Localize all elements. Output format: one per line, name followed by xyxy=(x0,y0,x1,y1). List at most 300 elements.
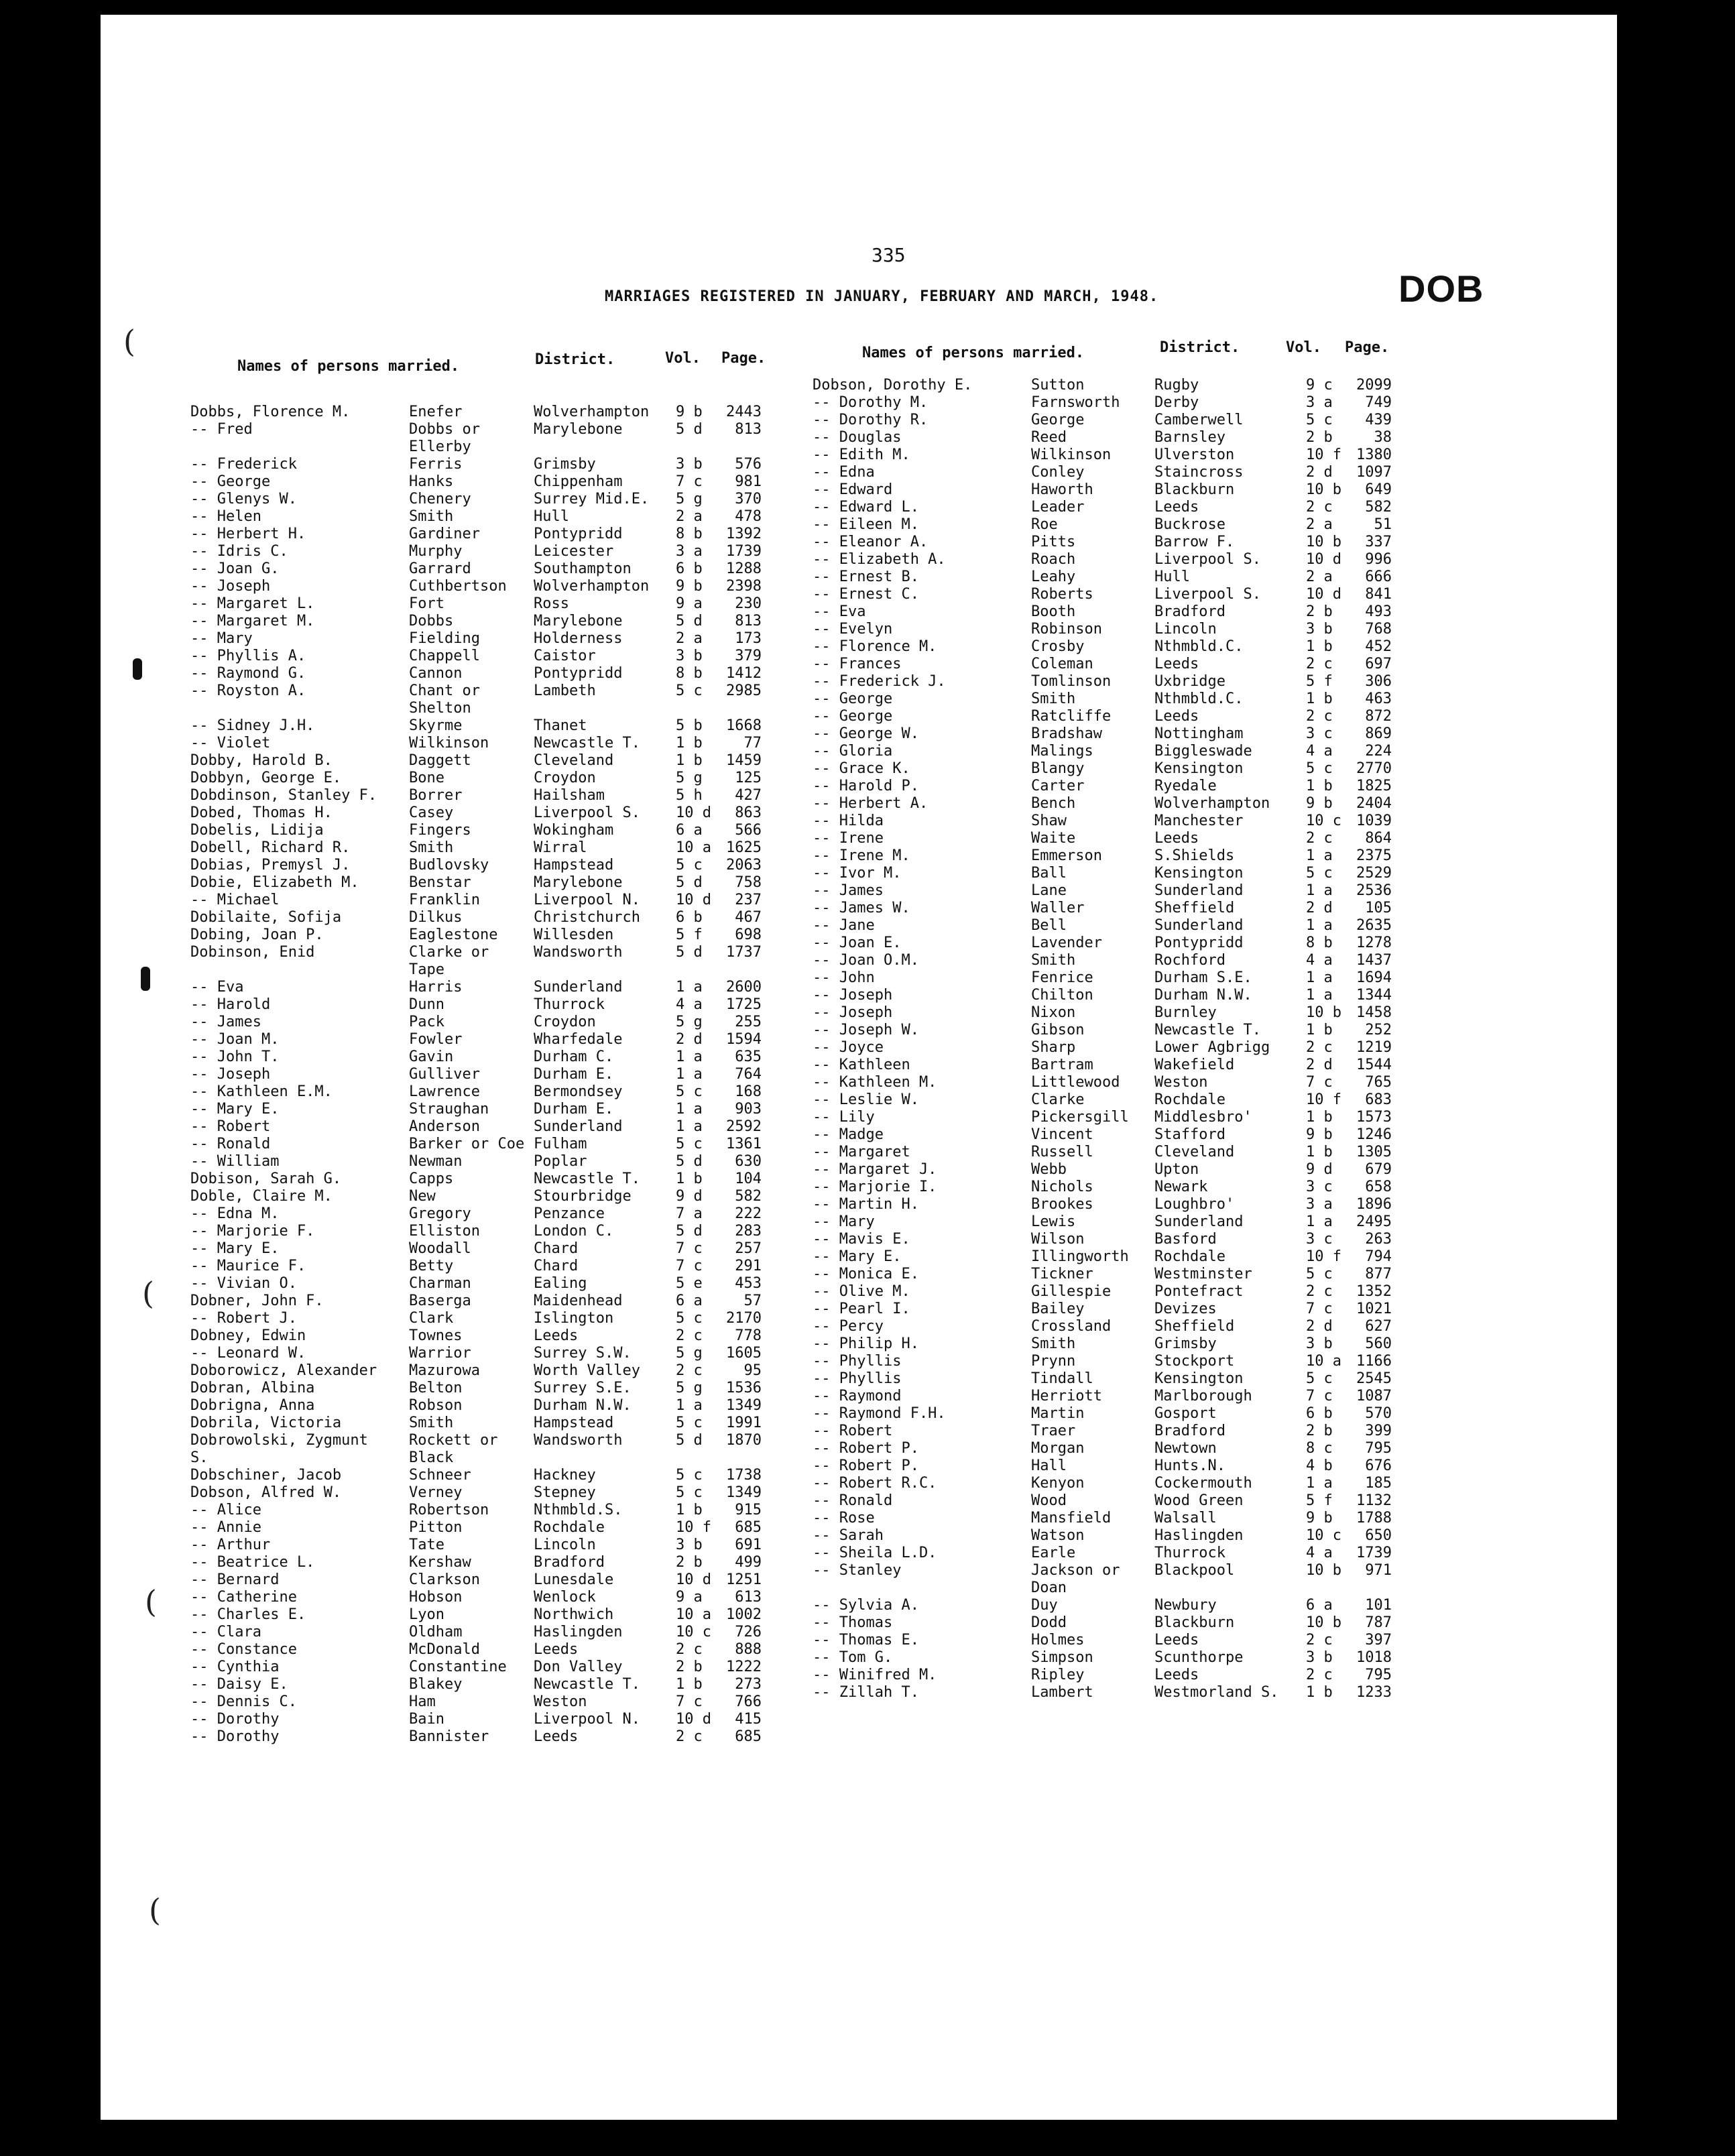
entry-district: Chard xyxy=(534,1258,579,1274)
entry-name: -- Margaret J. xyxy=(813,1161,937,1178)
entry-spouse-surname: Kershaw xyxy=(409,1554,471,1571)
entry-district: Weston xyxy=(1154,1074,1208,1091)
register-entry xyxy=(190,1571,767,1589)
entry-page: 749 xyxy=(1365,394,1392,411)
register-entry xyxy=(190,735,767,752)
entry-volume: 5 f xyxy=(676,926,703,943)
entry-page: 1825 xyxy=(1356,778,1392,794)
register-entry xyxy=(190,1397,767,1415)
entry-page: 452 xyxy=(1365,638,1392,655)
entry-volume: 10 c xyxy=(1306,813,1341,829)
entry-name: -- Eva xyxy=(813,603,866,620)
register-entry xyxy=(190,787,767,804)
entry-volume: 5 e xyxy=(676,1275,703,1292)
entry-name: -- Daisy E. xyxy=(190,1676,288,1693)
entry-spouse-surname: Booth xyxy=(1031,603,1076,620)
entry-spouse-surname: Bone xyxy=(409,770,444,786)
entry-name: Dobby, Harold B. xyxy=(190,752,333,769)
entry-spouse-surname: Duy xyxy=(1031,1597,1058,1614)
entry-volume: 7 c xyxy=(1306,1074,1333,1091)
register-entry xyxy=(190,752,767,770)
entry-spouse-surname: Chenery xyxy=(409,491,471,507)
entry-district: Wolverhampton xyxy=(534,404,650,420)
entry-page: 415 xyxy=(735,1711,762,1728)
entry-volume: 1 b xyxy=(676,1171,703,1187)
entry-district: Cleveland xyxy=(1154,1144,1235,1160)
entry-district: Sunderland xyxy=(1154,882,1244,899)
entry-district: Lower Agbrigg xyxy=(1154,1039,1270,1056)
entry-district: Leeds xyxy=(534,1641,579,1658)
entry-district: Sunderland xyxy=(1154,1213,1244,1230)
register-entry xyxy=(190,1641,767,1659)
entry-page: 676 xyxy=(1365,1457,1392,1474)
entry-volume: 2 b xyxy=(1306,429,1333,446)
entry-district: Sunderland xyxy=(1154,917,1244,934)
entry-page: 1668 xyxy=(726,717,762,734)
entry-spouse-surname: Fowler xyxy=(409,1031,463,1048)
entry-spouse-surname: Lambert xyxy=(1031,1684,1093,1701)
entry-volume: 3 c xyxy=(1306,1231,1333,1248)
entry-name: -- Edna M. xyxy=(190,1205,280,1222)
register-entry xyxy=(813,1353,1402,1370)
entry-district: Wolverhampton xyxy=(1154,795,1270,812)
register-entry xyxy=(813,1335,1402,1353)
entry-spouse-surname: Belton xyxy=(409,1380,463,1396)
entry-page: 888 xyxy=(735,1641,762,1658)
entry-spouse-surname: Webb xyxy=(1031,1161,1067,1178)
entry-spouse-surname: Smith xyxy=(1031,691,1076,707)
register-entry xyxy=(813,778,1402,795)
register-entry xyxy=(813,1632,1402,1649)
entry-page: 635 xyxy=(735,1049,762,1065)
entry-name: -- John T. xyxy=(190,1049,280,1065)
entry-volume: 2 d xyxy=(1306,900,1333,916)
register-entry xyxy=(813,813,1402,830)
entry-district: Leeds xyxy=(534,1728,579,1745)
entry-district: Scunthorpe xyxy=(1154,1649,1244,1666)
register-entry xyxy=(190,1676,767,1693)
entry-page: 104 xyxy=(735,1171,762,1187)
register-entry xyxy=(813,1684,1402,1701)
entry-page: 1361 xyxy=(726,1136,762,1152)
entry-volume: 2 a xyxy=(676,630,703,647)
entry-district: Staincross xyxy=(1154,464,1244,481)
entry-name: -- Irene xyxy=(813,830,884,847)
entry-volume: 3 a xyxy=(676,543,703,560)
register-entry xyxy=(190,1659,767,1676)
register-entry xyxy=(813,987,1402,1004)
entry-page: 1573 xyxy=(1356,1109,1392,1126)
entry-name: -- Phyllis xyxy=(813,1370,902,1387)
entry-spouse-surname: Emmerson xyxy=(1031,847,1102,864)
entry-district: Newark xyxy=(1154,1179,1208,1195)
entry-district: Bermondsey xyxy=(534,1083,623,1100)
entry-name: -- Philip H. xyxy=(813,1335,919,1352)
entry-volume: 3 b xyxy=(676,648,703,664)
entry-page: 613 xyxy=(735,1589,762,1606)
entry-volume: 1 a xyxy=(676,1397,703,1414)
entry-name: -- Eleanor A. xyxy=(813,534,929,550)
entry-name: Dobdinson, Stanley F. xyxy=(190,787,377,804)
entry-page: 996 xyxy=(1365,551,1392,568)
register-entry xyxy=(190,386,767,404)
entry-district: Wakefield xyxy=(1154,1057,1235,1073)
entry-district: Upton xyxy=(1154,1161,1199,1178)
entry-district: Haslingden xyxy=(1154,1527,1244,1544)
entry-name: -- Edward L. xyxy=(813,499,919,516)
register-entry xyxy=(190,1275,767,1293)
entry-name: -- Margaret M. xyxy=(190,613,315,630)
entry-spouse-surname: Tate xyxy=(409,1537,444,1553)
entry-spouse-surname: Black xyxy=(409,1449,454,1466)
register-entry xyxy=(190,1728,767,1746)
register-entry xyxy=(813,516,1402,534)
register-entry xyxy=(190,979,767,996)
entry-volume: 2 b xyxy=(676,1659,703,1675)
entry-spouse-surname: Gillespie xyxy=(1031,1283,1112,1300)
entry-spouse-surname: Harris xyxy=(409,979,463,996)
register-entry xyxy=(190,1083,767,1101)
entry-name: -- Joan E. xyxy=(813,935,902,951)
entry-name: -- Winifred M. xyxy=(813,1667,937,1683)
entry-name: Dobbyn, George E. xyxy=(190,770,342,786)
entry-volume: 10 a xyxy=(1306,1353,1341,1370)
entry-district: Middlesbro' xyxy=(1154,1109,1252,1126)
entry-spouse-surname: Charman xyxy=(409,1275,471,1292)
register-entry xyxy=(190,874,767,892)
entry-spouse-surname: Gregory xyxy=(409,1205,471,1222)
entry-name: -- Dorothy xyxy=(190,1711,280,1728)
entry-district: Wood Green xyxy=(1154,1492,1244,1509)
entry-volume: 2 b xyxy=(1306,1423,1333,1439)
entry-spouse-surname: Jackson or xyxy=(1031,1562,1120,1579)
entry-page: 683 xyxy=(1365,1091,1392,1108)
entry-district: Sunderland xyxy=(534,1118,623,1135)
entry-spouse-surname: Roach xyxy=(1031,551,1076,568)
entry-district: Durham S.E. xyxy=(1154,969,1252,986)
entry-district: Southampton xyxy=(534,560,632,577)
entry-district: Gosport xyxy=(1154,1405,1217,1422)
right-col-district-header: District. xyxy=(1160,339,1240,356)
register-entry xyxy=(190,1327,767,1345)
entry-page: 1605 xyxy=(726,1345,762,1362)
entry-volume: 9 c xyxy=(1306,377,1333,394)
entry-volume: 1 b xyxy=(1306,638,1333,655)
entry-spouse-surname: Clark xyxy=(409,1310,454,1327)
register-entry xyxy=(813,377,1402,394)
entry-district: Hampstead xyxy=(534,1415,614,1431)
entry-page: 1412 xyxy=(726,665,762,682)
entry-name: Dobie, Elizabeth M. xyxy=(190,874,359,891)
register-entry xyxy=(190,1066,767,1083)
entry-spouse-surname: Wilkinson xyxy=(1031,446,1112,463)
register-entry xyxy=(813,900,1402,917)
register-entry xyxy=(190,682,767,700)
entry-name: -- Florence M. xyxy=(813,638,937,655)
entry-volume: 10 f xyxy=(1306,1248,1341,1265)
entry-page: 463 xyxy=(1365,691,1392,707)
entry-page: 439 xyxy=(1365,412,1392,428)
entry-spouse-surname: Barker or Coe xyxy=(409,1136,525,1152)
entry-district: Holderness xyxy=(534,630,623,647)
entry-page: 1344 xyxy=(1356,987,1392,1004)
entry-district: Pontypridd xyxy=(534,526,623,542)
register-entry xyxy=(190,961,767,979)
entry-name: -- Tom G. xyxy=(813,1649,893,1666)
entry-volume: 1 a xyxy=(1306,969,1333,986)
register-heading: MARRIAGES REGISTERED IN JANUARY, FEBRUARY AND MARCH, 1948. xyxy=(605,288,1159,305)
entry-spouse-surname: Carter xyxy=(1031,778,1085,794)
entry-name: -- Edna xyxy=(813,464,875,481)
entry-district: Pontefract xyxy=(1154,1283,1244,1300)
entry-spouse-surname: Smith xyxy=(409,508,454,525)
entry-spouse-surname: Simpson xyxy=(1031,1649,1093,1666)
entry-page: 478 xyxy=(735,508,762,525)
entry-name: -- George xyxy=(813,691,893,707)
register-entry xyxy=(190,1293,767,1310)
entry-district: Camberwell xyxy=(1154,412,1244,428)
entry-district: Uxbridge xyxy=(1154,673,1225,690)
entry-page: 576 xyxy=(735,456,762,473)
entry-volume: 10 b xyxy=(1306,1614,1341,1631)
entry-page: 813 xyxy=(735,613,762,630)
entry-page: 1349 xyxy=(726,1397,762,1414)
register-entry xyxy=(813,1057,1402,1074)
entry-page: 2529 xyxy=(1356,865,1392,882)
entry-page: 766 xyxy=(735,1693,762,1710)
entry-page: 1352 xyxy=(1356,1283,1392,1300)
entry-page: 2600 xyxy=(726,979,762,996)
entry-name: -- Annie xyxy=(190,1519,261,1536)
entry-volume: 2 d xyxy=(1306,464,1333,481)
entry-volume: 2 c xyxy=(1306,499,1333,516)
entry-name: -- Dorothy xyxy=(190,1728,280,1745)
entry-spouse-surname: Martin xyxy=(1031,1405,1085,1422)
entry-name: -- Grace K. xyxy=(813,760,910,777)
entry-district: Kensington xyxy=(1154,865,1244,882)
entry-name: Doble, Claire M. xyxy=(190,1188,333,1205)
entry-name: -- Joseph xyxy=(190,1066,271,1083)
entry-page: 582 xyxy=(1365,499,1392,516)
register-entry xyxy=(813,1527,1402,1545)
entry-page: 813 xyxy=(735,421,762,438)
entry-page: 230 xyxy=(735,595,762,612)
entry-district: Sunderland xyxy=(534,979,623,996)
register-entry xyxy=(813,1144,1402,1161)
entry-spouse-surname: Ham xyxy=(409,1693,436,1710)
entry-volume: 4 a xyxy=(1306,1545,1333,1561)
entry-volume: 1 b xyxy=(1306,1144,1333,1160)
register-entry xyxy=(813,1022,1402,1039)
register-entry xyxy=(813,917,1402,935)
entry-page: 1896 xyxy=(1356,1196,1392,1213)
entry-name: -- Robert P. xyxy=(813,1457,919,1474)
entry-district: Hunts.N. xyxy=(1154,1457,1225,1474)
register-entry xyxy=(190,892,767,909)
entry-name: Doborowicz, Alexander xyxy=(190,1362,377,1379)
entry-page: 379 xyxy=(735,648,762,664)
entry-spouse-surname: Vincent xyxy=(1031,1126,1093,1143)
entry-district: Newbury xyxy=(1154,1597,1217,1614)
entry-spouse-surname: Chappell xyxy=(409,648,480,664)
register-entry xyxy=(813,656,1402,673)
entry-spouse-surname: Pickersgill xyxy=(1031,1109,1129,1126)
entry-district: Sheffield xyxy=(1154,1318,1235,1335)
entry-page: 57 xyxy=(743,1293,762,1309)
register-entry xyxy=(813,464,1402,481)
entry-spouse-surname: Budlovsky xyxy=(409,857,489,874)
entry-district: Islington xyxy=(534,1310,614,1327)
entry-name: -- Monica E. xyxy=(813,1266,919,1282)
entry-district: Blackburn xyxy=(1154,1614,1235,1631)
register-entry xyxy=(813,621,1402,638)
entry-volume: 5 f xyxy=(1306,673,1333,690)
entry-page: 764 xyxy=(735,1066,762,1083)
entry-volume: 5 g xyxy=(676,1380,703,1396)
entry-volume: 3 b xyxy=(1306,1649,1333,1666)
register-entry xyxy=(190,1693,767,1711)
register-entry xyxy=(813,1614,1402,1632)
entry-district: Nthmbld.C. xyxy=(1154,691,1244,707)
entry-volume: 2 d xyxy=(676,1031,703,1048)
entry-spouse-surname: Gardiner xyxy=(409,526,480,542)
entry-spouse-surname: Clarkson xyxy=(409,1571,480,1588)
entry-district: Sheffield xyxy=(1154,900,1235,916)
entry-name: -- Harold xyxy=(190,996,271,1013)
entry-volume: 1 a xyxy=(1306,987,1333,1004)
entry-page: 1725 xyxy=(726,996,762,1013)
entry-name: -- Eva xyxy=(190,979,244,996)
entry-name: -- Edith M. xyxy=(813,446,910,463)
entry-page: 726 xyxy=(735,1624,762,1640)
entry-spouse-surname: Oldham xyxy=(409,1624,463,1640)
entry-volume: 1 b xyxy=(676,752,703,769)
entry-name: -- Beatrice L. xyxy=(190,1554,315,1571)
register-entry xyxy=(190,1118,767,1136)
entry-name: -- James xyxy=(813,882,884,899)
entry-page: 77 xyxy=(743,735,762,752)
entry-district: Marylebone xyxy=(534,421,623,438)
entry-district: Cockermouth xyxy=(1154,1475,1252,1492)
entry-volume: 5 d xyxy=(676,874,703,891)
entry-page: 649 xyxy=(1365,481,1392,498)
entry-district: Penzance xyxy=(534,1205,605,1222)
entry-district: Thanet xyxy=(534,717,587,734)
entry-page: 222 xyxy=(735,1205,762,1222)
entry-name: -- Olive M. xyxy=(813,1283,910,1300)
register-entry xyxy=(813,1074,1402,1091)
entry-volume: 1 b xyxy=(676,735,703,752)
entry-spouse-surname: Nixon xyxy=(1031,1004,1076,1021)
entry-spouse-surname: George xyxy=(1031,412,1085,428)
entry-district: Liverpool N. xyxy=(534,1711,640,1728)
entry-volume: 10 f xyxy=(1306,1091,1341,1108)
register-entry xyxy=(813,499,1402,516)
entry-name: -- Hilda xyxy=(813,813,884,829)
entry-page: 1132 xyxy=(1356,1492,1392,1509)
entry-page: 101 xyxy=(1365,1597,1392,1614)
register-entry xyxy=(813,673,1402,691)
entry-name: -- Charles E. xyxy=(190,1606,306,1623)
register-entry xyxy=(190,543,767,560)
entry-name: -- George xyxy=(190,473,271,490)
entry-district: Newcastle T. xyxy=(534,735,640,752)
entry-volume: 5 c xyxy=(1306,1370,1333,1387)
entry-name: -- Martin H. xyxy=(813,1196,919,1213)
entry-spouse-surname: Watson xyxy=(1031,1527,1085,1544)
register-entry xyxy=(190,491,767,508)
entry-district: Ulverston xyxy=(1154,446,1235,463)
register-entry xyxy=(190,1188,767,1205)
entry-page: 2170 xyxy=(726,1310,762,1327)
entry-volume: 2 c xyxy=(1306,1632,1333,1649)
entry-spouse-surname: Tindall xyxy=(1031,1370,1093,1387)
register-entry xyxy=(813,1562,1402,1579)
register-entry xyxy=(190,560,767,578)
left-col-page-header: Page. xyxy=(721,350,766,367)
entry-page: 257 xyxy=(735,1240,762,1257)
entry-district: Biggleswade xyxy=(1154,743,1252,760)
entry-name: -- Herbert H. xyxy=(190,526,306,542)
entry-name: -- Phyllis xyxy=(813,1353,902,1370)
register-entry xyxy=(190,1240,767,1258)
register-entry xyxy=(190,1606,767,1624)
page-number: 335 xyxy=(872,244,906,266)
entry-spouse-surname: Waite xyxy=(1031,830,1076,847)
entry-volume: 5 g xyxy=(676,770,703,786)
entry-page: 427 xyxy=(735,787,762,804)
entry-page: 582 xyxy=(735,1188,762,1205)
entry-name: -- George xyxy=(813,708,893,725)
entry-volume: 10 d xyxy=(676,1711,711,1728)
register-entry xyxy=(813,1545,1402,1562)
entry-page: 1536 xyxy=(726,1380,762,1396)
register-entry xyxy=(190,1310,767,1327)
entry-volume: 10 d xyxy=(676,892,711,908)
register-entry xyxy=(190,508,767,526)
entry-spouse-surname: Eaglestone xyxy=(409,926,498,943)
entry-page: 685 xyxy=(735,1519,762,1536)
entry-volume: 5 f xyxy=(1306,1492,1333,1509)
entry-spouse-surname: Lavender xyxy=(1031,935,1102,951)
entry-spouse-surname: Brookes xyxy=(1031,1196,1093,1213)
entry-name: Dobson, Dorothy E. xyxy=(813,377,973,394)
entry-name: -- Violet xyxy=(190,735,271,752)
entry-page: 1739 xyxy=(726,543,762,560)
register-entry xyxy=(813,1039,1402,1057)
entry-spouse-surname: Leader xyxy=(1031,499,1085,516)
binder-mark: ( xyxy=(145,1583,157,1620)
register-entry xyxy=(190,839,767,857)
entry-district: Croydon xyxy=(534,770,596,786)
entry-spouse-surname: Tape xyxy=(409,961,444,978)
entry-page: 125 xyxy=(735,770,762,786)
entry-volume: 5 c xyxy=(1306,412,1333,428)
entry-page: 1305 xyxy=(1356,1144,1392,1160)
register-entry xyxy=(190,1362,767,1380)
register-entry xyxy=(813,1388,1402,1405)
entry-name: Dobrigna, Anna xyxy=(190,1397,315,1414)
entry-name: -- Sylvia A. xyxy=(813,1597,919,1614)
entry-spouse-surname: Newman xyxy=(409,1153,463,1170)
right-col-page-header: Page. xyxy=(1345,339,1390,356)
entry-name: -- Mavis E. xyxy=(813,1231,910,1248)
entry-name: -- Bernard xyxy=(190,1571,280,1588)
register-entry xyxy=(190,1205,767,1223)
entry-page: 1219 xyxy=(1356,1039,1392,1056)
entry-volume: 1 a xyxy=(676,1118,703,1135)
entry-volume: 4 a xyxy=(1306,743,1333,760)
